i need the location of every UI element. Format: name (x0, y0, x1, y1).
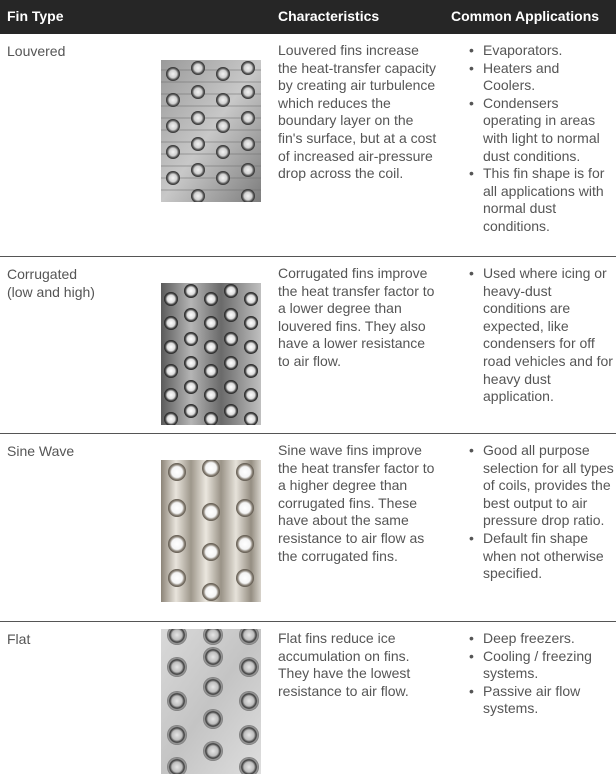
fin-type-label (7, 442, 157, 460)
fin-type-line: Sine Wave (7, 443, 75, 459)
fin-characteristics: Sine wave fins improve the heat transfer factor to a higher degree than corrugated fins. These have about the same resistance to air flow as the corrugated fins. (278, 442, 435, 564)
applications-list (467, 630, 615, 718)
fin-characteristics: Flat fins reduce ice accumulation on fins. They have the lowest resistance to air flow. (278, 630, 411, 699)
list-item: • Used where icing or heavy-dust conditions are expected, like condensers for off road vehicles and for heavy dust application. (467, 265, 615, 406)
list-item: • Evaporators. (467, 42, 615, 60)
list-item: • Good all purpose selection for all types of coils, provides the best output to air pressure drop ratio. (467, 442, 615, 530)
list-item: • Passive air flow systems. (467, 683, 615, 718)
header-fin-type: Fin Type (7, 8, 64, 24)
corrugated-fin-photo-icon (161, 283, 261, 425)
header-common-applications: Common Applications (451, 8, 600, 24)
fin-characteristics: Louvered fins increase the heat-transfer capacity by creating air turbulence which reduces the boundary layer on the fin's surface, but at a cost of increased air-pressure drop across the coil. (278, 42, 437, 182)
table-row-flat (0, 622, 616, 780)
list-item: • Heaters and Coolers. (467, 60, 615, 95)
sine-wave-fin-photo-icon (161, 460, 261, 602)
table-header (0, 0, 616, 34)
list-item: • Deep freezers. (467, 630, 615, 648)
fin-type-line: Corrugated (7, 266, 78, 282)
fin-type-line: Louvered (7, 43, 66, 59)
list-item: • Condensers operating in areas with light to normal dust conditions. (467, 95, 615, 165)
list-item: • Default fin shape when not otherwise specified. (467, 530, 615, 583)
table-row-corrugated (0, 257, 616, 434)
applications-list (467, 42, 615, 236)
table-row-sine-wave (0, 434, 616, 622)
list-item: • Cooling / freezing systems. (467, 648, 615, 683)
list-item: • This fin shape is for all applications with normal dust conditions. (467, 165, 615, 235)
table-row-louvered (0, 34, 616, 257)
fin-type-line: Flat (7, 631, 31, 647)
header-characteristics: Characteristics (278, 8, 380, 24)
fin-type-label (7, 265, 157, 301)
louvered-fin-photo-icon (161, 60, 261, 202)
applications-list (467, 265, 615, 406)
fin-type-label (7, 42, 157, 60)
fin-type-line: (low and high) (7, 284, 95, 300)
flat-fin-photo-icon (161, 629, 261, 774)
fin-type-label (7, 630, 157, 648)
applications-list (467, 442, 615, 583)
fin-characteristics: Corrugated fins improve the heat transfer factor to a lower degree than louvered fins. They also have a lower resistance to air flow. (278, 265, 435, 369)
